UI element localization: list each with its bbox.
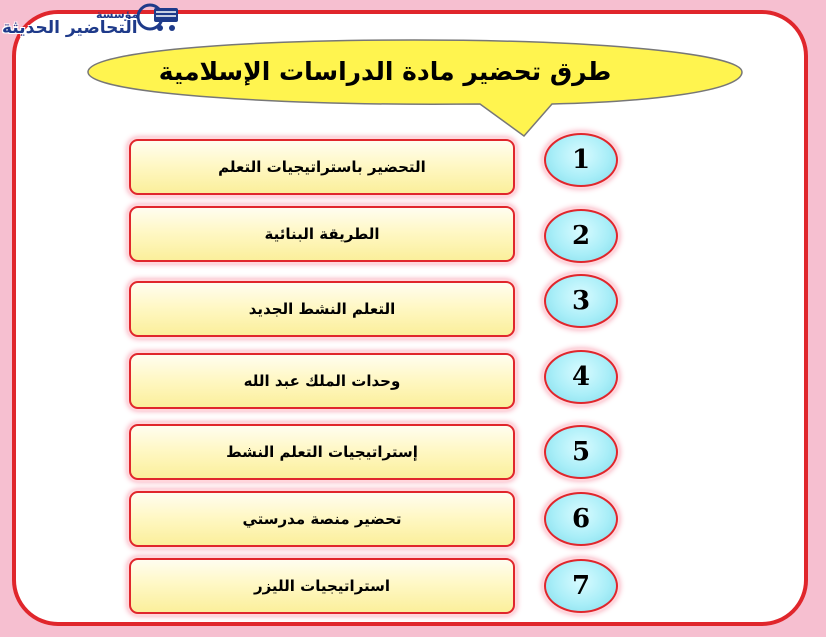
- method-item-label: إستراتيجيات التعلم النشط: [226, 443, 418, 461]
- method-item[interactable]: [129, 353, 515, 409]
- method-item-label: استراتيجيات الليزر: [253, 577, 391, 595]
- method-item-label: وحدات الملك عبد الله: [243, 372, 401, 390]
- logo-small-text: مؤسسة: [96, 8, 139, 21]
- method-item[interactable]: [129, 558, 515, 614]
- method-number-badge: [544, 133, 618, 187]
- method-number-badge: [544, 274, 618, 328]
- method-item[interactable]: [129, 281, 515, 337]
- method-number-badge: [544, 492, 618, 546]
- method-number: 1: [571, 145, 591, 175]
- method-item[interactable]: [129, 206, 515, 262]
- method-number: 3: [571, 286, 591, 316]
- method-number: 6: [571, 504, 591, 534]
- method-item-label: التعلم النشط الجديد: [248, 300, 396, 318]
- method-item-label: تحضير منصة مدرستي: [242, 510, 402, 528]
- method-number: 7: [571, 571, 591, 601]
- method-number-badge: [544, 209, 618, 263]
- method-number: 5: [571, 437, 591, 467]
- method-item[interactable]: [129, 424, 515, 480]
- method-number: 4: [571, 362, 591, 392]
- method-number-badge: [544, 425, 618, 479]
- method-number-badge: [544, 559, 618, 613]
- method-item[interactable]: [129, 491, 515, 547]
- logo-main-text: التحاضير الحديثة: [2, 18, 138, 38]
- method-number-badge: [544, 350, 618, 404]
- method-number: 2: [571, 221, 591, 251]
- page-title: طرق تحضير مادة الدراسات الإسلامية: [158, 57, 612, 86]
- method-item-label: التحضير باستراتيجيات التعلم: [218, 158, 426, 176]
- method-item[interactable]: [129, 139, 515, 195]
- method-item-label: الطريقة البنائية: [264, 225, 380, 243]
